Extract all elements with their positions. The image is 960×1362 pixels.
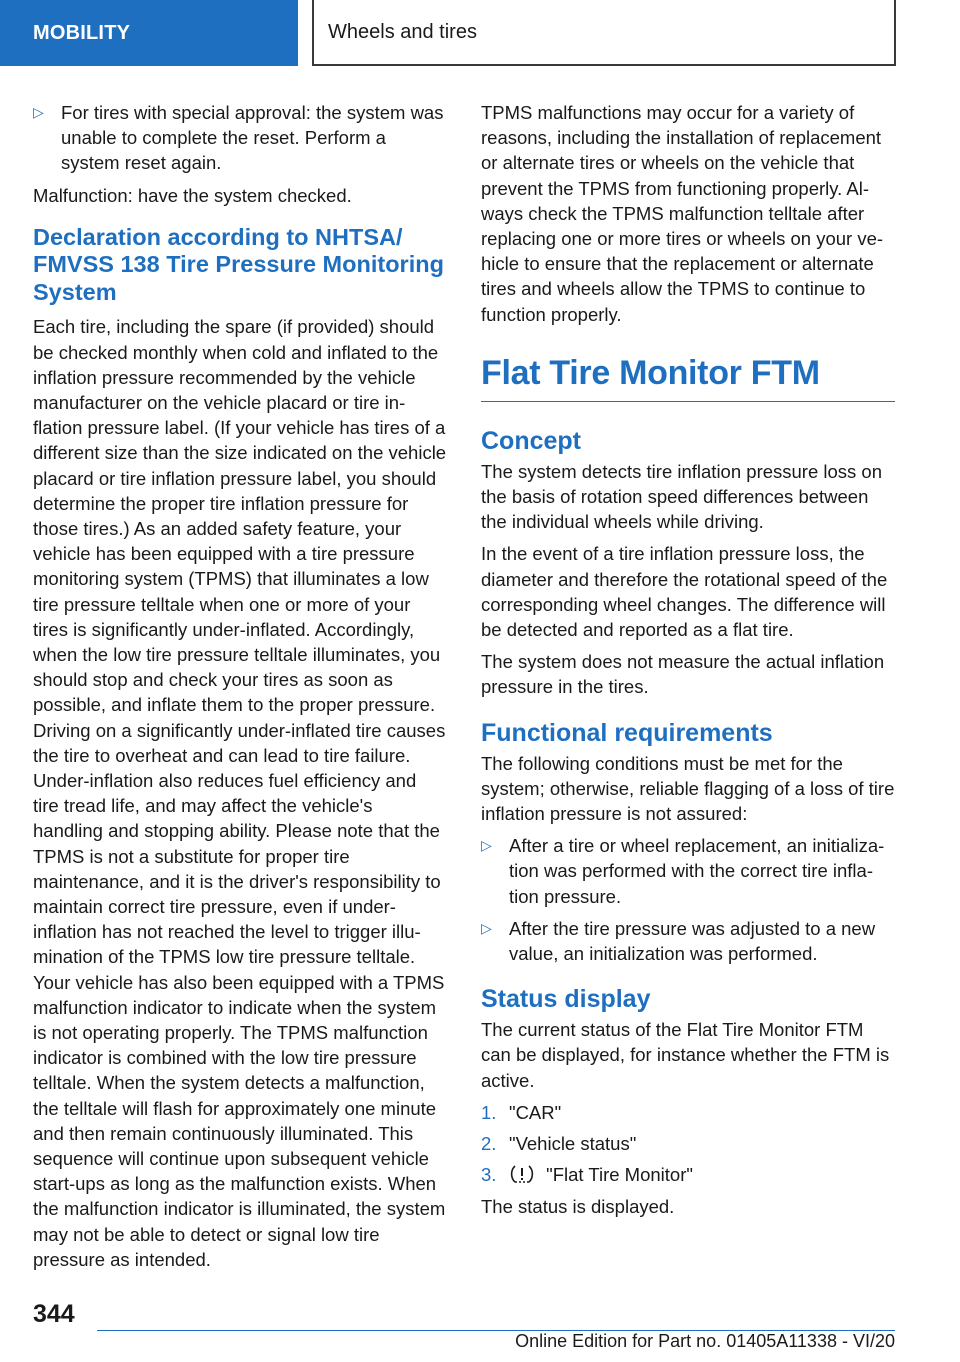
step-text: "Flat Tire Monitor" (546, 1164, 693, 1186)
page-header (0, 0, 960, 66)
step-number: 2. (481, 1133, 497, 1155)
list-item (481, 916, 895, 966)
step-text: "CAR" (509, 1101, 562, 1123)
list-item-text: After the tire pressure was adjusted to a new value, an initialization was performed. (509, 917, 876, 965)
chapter-title: Wheels and tires (312, 0, 896, 66)
edition-footer: Online Edition for Part no. 01405A11338 - VI/20 (515, 1331, 895, 1351)
step-item (481, 1162, 895, 1187)
list-item-text: For tires with special approval: the system was unable to complete the reset. Perform a system reset again. (61, 102, 444, 174)
section-tab: MOBILITY (0, 0, 298, 66)
functional-requirements-heading: Functional requirements (481, 718, 773, 747)
left-column (33, 100, 447, 1279)
step-number: 1. (481, 1101, 497, 1123)
step-item (481, 1131, 895, 1156)
ftm-heading: Flat Tire Monitor FTM (481, 353, 895, 402)
status-display-paragraph: The current status of the Flat Tire Monitor FTM can be displayed, for instance whether the FTM is active. (481, 1019, 890, 1091)
step-text: "Vehicle status" (509, 1133, 637, 1155)
bullet-triangle-icon: ▷ (481, 919, 492, 936)
bullet-triangle-icon: ▷ (481, 837, 492, 854)
declaration-heading: Declaration according to NHTSA/ FMVSS 138 Tire Pressure Monitoring System (33, 223, 444, 305)
step-item (481, 1100, 895, 1125)
concept-paragraph-2: In the event of a tire inflation pressure loss, the diameter and therefore the rotational speed of the corresponding wheel changes. The difference will be detected and reported as a flat tire. (481, 543, 888, 641)
declaration-body: Each tire, including the spare (if provided) should be checked monthly when cold and inflated to the inflation pressure recommended by the vehicle manufacturer on the vehicle placard or tire inflation pressure label. (If your vehicle has tires of a different size than the size indicated on the vehicle placard or tire inflation pressure label, you should determine the proper tire inflation pressure for those tires.) As an added safety feature, your vehicle has been equipped with a tire pressure monitoring system (TPMS) that illuminates a low tire pressure telltale when one or more of your tires is significantly under-inflated. Accordingly, when the low tire pressure telltale illuminates, you should stop and check your tires as soon as possible, and inflate them to the proper pressure. Driving on a significantly under-inflated tire causes the tire to overheat and can lead to tire failure. Under-inflation also reduces fuel efficiency and tire tread life, and may affect the vehicle's handling and stopping ability. Please note that the TPMS is not a substitute for proper tire maintenance, and it is the driver's responsibility to maintain correct tire pressure, even if under-inflation has not reached the level to trigger illumination of the TPMS low tire pressure telltale. Your vehicle has also been equipped with a TPMS malfunction indicator to indicate when the system is not operating properly. The TPMS malfunction indicator is combined with the low tire pressure telltale. When the system detects a malfunction, the telltale will flash for approximately one minute and then remain continuously illuminated. This sequence will continue upon subsequent vehicle start-ups as long as the malfunction exists. When the malfunction indicator is illuminated, the system may not be able to detect or signal low tire pressure as intended. (33, 316, 447, 1270)
list-item-text: After a tire or wheel replacement, an initialization was performed with the correct tire inflation pressure. (509, 835, 885, 907)
status-result-text: The status is displayed. (481, 1195, 675, 1217)
concept-heading: Concept (481, 426, 581, 455)
list-item (33, 100, 447, 176)
status-display-heading: Status display (481, 985, 651, 1014)
page-number: 344 (33, 1300, 75, 1328)
functional-requirements-paragraph: The following conditions must be met for the system; otherwise, reliable flagging of a loss of tire inflation pressure is not assured: (481, 752, 895, 825)
bullet-triangle-icon: ▷ (33, 104, 44, 120)
tpms-paragraph: TPMS malfunctions may occur for a variety of reasons, including the installation of replacement or alternate tires or wheels on the vehicle that prevent the TPMS from functioning properly. Always check the TPMS malfunction telltale after replacing one or more tires or wheels on your vehicle to ensure that the replacement or alternate tires and wheels allow the TPMS to continue to function properly. (481, 102, 884, 325)
malfunction-text: Malfunction: have the system checked. (33, 184, 352, 206)
concept-paragraph-3: The system does not measure the actual inflation pressure in the tires. (481, 651, 885, 698)
concept-paragraph-1: The system detects tire inflation pressure loss on the basis of rotation speed differences between the individual wheels while driving. (481, 460, 883, 533)
list-item (481, 833, 895, 909)
tire-pressure-warning-icon (509, 1164, 535, 1184)
step-number: 3. (481, 1164, 497, 1186)
right-column (481, 100, 895, 1226)
